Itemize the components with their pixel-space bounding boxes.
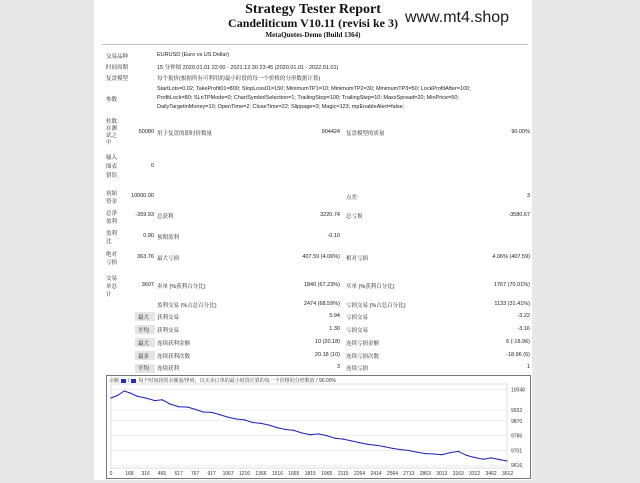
profit-factor-value: 0.90 <box>143 233 154 239</box>
expert-name: Candeliticum V10.11 (revisi ke 3) <box>228 16 398 30</box>
y-tick-label: 9786 <box>511 433 523 440</box>
balance-point <box>285 429 286 430</box>
total-trades-label: 计 <box>106 292 112 298</box>
balance-point <box>236 418 237 419</box>
chart-legend <box>109 377 336 384</box>
stat-value: -3.16 <box>517 326 530 332</box>
balance-point <box>252 422 253 423</box>
net-profit-value: -359.93 <box>135 212 154 218</box>
balance-point <box>187 407 188 408</box>
ticks-label: 用于复盘的即时价数量 <box>157 131 213 137</box>
chart-canvas <box>107 376 530 478</box>
balance-point <box>301 432 302 433</box>
x-tick-label: 0 <box>109 471 113 477</box>
balance-point <box>277 427 278 428</box>
stat-label: 获利交易 <box>157 328 180 334</box>
ticks-value: 904424 <box>321 129 340 135</box>
net-profit-label: 盈利 <box>106 219 118 225</box>
balance-point <box>367 444 368 445</box>
x-tick-label: 3462 <box>485 471 497 477</box>
long-positions-label: 买单 (%获利百分比) <box>346 284 395 290</box>
y-tick-label: 9701 <box>511 448 523 455</box>
balance-point <box>483 459 484 460</box>
balance-point <box>211 412 212 413</box>
x-tick-label: 1366 <box>255 471 267 477</box>
stat-label: 连续亏损次数 <box>346 354 380 360</box>
balance-point <box>334 438 335 439</box>
balance-point <box>375 445 376 446</box>
balance-point <box>145 397 146 398</box>
x-tick-label: 767 <box>191 471 200 477</box>
legend-equity-swatch <box>131 379 136 383</box>
max-drawdown-value: 407.59 (4.06%) <box>302 254 340 260</box>
balance-point <box>110 397 111 398</box>
plot-area <box>111 384 507 468</box>
stat-label: 连续获利金额 <box>157 341 191 347</box>
balance-point <box>425 453 426 454</box>
deposit-value: 10000.00 <box>131 193 154 199</box>
stat-value: 10 (20.18) <box>314 339 340 345</box>
balance-point <box>129 392 130 393</box>
x-tick-label: 465 <box>157 471 167 477</box>
balance-point <box>474 457 475 458</box>
x-tick-label: 3312 <box>469 471 481 477</box>
stat-value: 3 <box>336 364 340 370</box>
balance-point <box>506 460 507 461</box>
balance-point <box>260 423 261 424</box>
loss-trades-value: 1133 (31.41%) <box>494 301 530 307</box>
gross-loss-label: 总亏损 <box>346 214 363 220</box>
balance-point <box>400 449 401 450</box>
x-tick-label: 917 <box>207 471 216 477</box>
gross-profit-label: 总获利 <box>157 214 174 220</box>
params-label: 参数 <box>106 97 118 103</box>
balance-point <box>417 452 418 453</box>
total-trades-label: 单总 <box>106 284 118 290</box>
stat-value: 5.94 <box>329 313 340 319</box>
x-tick-label: 2414 <box>370 471 382 477</box>
stat-value: 1 <box>526 364 530 370</box>
balance-point <box>318 433 319 434</box>
stat-label: 亏损交易 <box>346 315 369 321</box>
max-drawdown-label: 最大亏损 <box>157 256 180 262</box>
x-tick-label: 2115 <box>337 471 349 477</box>
mismatch-label: 输入 <box>106 155 118 161</box>
long-positions-value: 1767 (70.01%) <box>493 282 530 288</box>
gross-loss-value: -3580.67 <box>508 212 530 218</box>
y-tick-label: 10048 <box>511 387 525 394</box>
balance-point <box>178 406 179 407</box>
profit-trades-label: 盈利交易 (%占总百分比) <box>157 303 217 309</box>
deposit-label: 资金 <box>106 199 118 205</box>
bars-label: 中 <box>106 140 112 146</box>
abs-drawdown-label: 绝对 <box>106 252 118 258</box>
stat-value: -3.22 <box>517 313 530 319</box>
balance-point <box>310 434 311 435</box>
balance-point <box>228 417 229 418</box>
balance-point <box>384 446 385 447</box>
stat-prefix: 最大 <box>138 315 150 321</box>
gross-profit-value: 3220.74 <box>320 212 340 218</box>
balance-point <box>170 404 171 405</box>
bars-label: 在测 <box>106 126 118 132</box>
x-tick-label: 316 <box>141 471 150 477</box>
stat-label: 连续获利次数 <box>157 354 191 360</box>
period-value: 15 分钟图 2020.01.01 22:00 - 2021.12.30 23:45 (2020.01.01 - 2022.01.01) <box>157 65 339 71</box>
balance-point <box>433 453 434 454</box>
balance-point <box>117 395 118 396</box>
balance-point <box>137 396 138 397</box>
profit-factor-label: 盈利 <box>106 231 118 237</box>
stat-label: 获利交易 <box>157 315 180 321</box>
symbol-label: 交易品种 <box>106 54 129 60</box>
stat-prefix: 平均 <box>138 328 150 334</box>
spread-value: 3 <box>526 193 530 199</box>
x-tick-label: 617 <box>174 471 183 477</box>
bars-label: 试之 <box>106 133 118 139</box>
short-positions-value: 1840 (67.23%) <box>303 282 340 288</box>
balance-point <box>326 435 327 436</box>
balance-point <box>124 390 125 391</box>
balance-point <box>154 400 155 401</box>
balance-point <box>195 409 196 410</box>
build-info: MetaQuotes-Demo (Build 1364) <box>265 31 361 39</box>
legend-balance-swatch <box>121 379 126 383</box>
balance-point <box>466 455 467 456</box>
abs-drawdown-value: 363.76 <box>137 254 154 260</box>
symbol-value: EURUSD (Euro vs US Dollar) <box>157 52 230 58</box>
x-tick-label: 2713 <box>403 471 415 477</box>
mismatch-label: 错误 <box>106 173 118 179</box>
stat-value: -18.96 (6) <box>506 352 530 358</box>
x-tick-label: 2264 <box>353 471 366 477</box>
brand-watermark: www.mt4.shop <box>405 9 510 26</box>
x-tick-label: 168 <box>125 471 134 477</box>
balance-point <box>392 448 393 449</box>
x-tick-label: 1965 <box>321 471 333 477</box>
x-tick-label: 2863 <box>419 471 431 477</box>
stat-prefix: 最多 <box>138 354 150 360</box>
stat-value: 20.18 (10) <box>314 352 340 358</box>
y-tick-label: 9870 <box>511 418 523 425</box>
short-positions-label: 卖单 (%获利百分比) <box>157 284 206 290</box>
total-trades-value: 3607 <box>141 282 154 288</box>
model-label: 复盘模型 <box>106 76 129 82</box>
params-line: ProfitLock=80; SLnTPMode=0; ChartSymbolSelection=1; TrailingStop=100; TrailingStep=10; MaxxSpread=20; MinPrice=50; <box>157 95 459 101</box>
expected-payoff-label: 预期盈利 <box>157 235 180 241</box>
legend-separator: / <box>128 378 130 384</box>
deposit-label: 初始 <box>106 191 118 197</box>
stat-label: 亏损交易 <box>346 328 369 334</box>
balance-point <box>351 440 352 441</box>
balance-point <box>293 430 294 431</box>
stat-value: 6 (-18.96) <box>506 339 530 345</box>
y-tick-label: 9616 <box>511 463 523 470</box>
stat-label: 连续获利 <box>157 366 180 372</box>
balance-point <box>359 442 360 443</box>
x-tick-label: 2564 <box>386 471 399 477</box>
x-tick-label: 3612 <box>501 471 514 477</box>
stat-prefix: 最大 <box>138 341 150 347</box>
x-tick-label: 1815 <box>304 471 316 477</box>
expected-payoff-value: -0.10 <box>327 233 340 239</box>
balance-point <box>450 452 451 453</box>
profit-factor-label: 比 <box>106 239 112 245</box>
balance-point <box>408 450 409 451</box>
x-tick-label: 3163 <box>452 471 464 477</box>
balance-point <box>268 425 269 426</box>
balance-point <box>244 419 245 420</box>
bars-value: 50080 <box>138 129 154 135</box>
rel-drawdown-label: 相对亏损 <box>346 256 369 262</box>
profit-trades-value: 2474 (68.59%) <box>303 301 340 307</box>
divider <box>102 44 528 45</box>
balance-point <box>343 439 344 440</box>
x-tick-label: 3013 <box>436 471 448 477</box>
bars-label: 柱数 <box>106 119 118 125</box>
balance-point <box>161 399 162 400</box>
loss-trades-label: 亏损交易 (%占总百分比) <box>346 303 406 309</box>
spread-label: 点差 <box>346 195 358 201</box>
balance-point <box>458 451 459 452</box>
rel-drawdown-value: 4.06% (407.59) <box>492 254 530 260</box>
legend-balance-label: 余额 <box>109 378 120 384</box>
stat-label: 连续亏损 <box>346 366 369 372</box>
legend-description: 每个时间段的余额量/净值，以买卖订单的最小时段计算的每一个价格的分形数值 / 90.00% <box>138 378 336 384</box>
balance-point <box>441 454 442 455</box>
report-title: Strategy Tester Report <box>245 2 381 17</box>
model-value: 每个报价(根据所有可利用的最小时段的每一个价格的分形数据计算) <box>157 76 321 82</box>
balance-point <box>490 457 491 458</box>
stat-label: 连续亏损金额 <box>346 341 380 347</box>
x-tick-label: 1067 <box>222 471 234 477</box>
period-label: 时间周期 <box>106 65 129 71</box>
abs-drawdown-label: 亏损 <box>106 260 118 266</box>
balance-chart <box>106 375 531 479</box>
x-tick-label: 1216 <box>238 471 251 477</box>
mismatch-label: 图表 <box>106 164 118 170</box>
mismatch-value: 0 <box>150 163 154 169</box>
stat-value: 1.30 <box>329 326 340 332</box>
params-line: DailyTargetinMoney=10; OpenTime=2; CloseTime=22; Slippage=3; Magic=123; mpEnableAlert=false; <box>157 104 405 110</box>
y-tick-label: 9932 <box>511 407 523 414</box>
x-tick-label: 1516 <box>271 471 283 477</box>
x-tick-label: 1665 <box>288 471 300 477</box>
total-trades-label: 交易 <box>106 276 118 282</box>
stat-prefix: 平均 <box>138 366 150 372</box>
balance-point <box>499 459 500 460</box>
net-profit-label: 总净 <box>106 211 118 217</box>
balance-point <box>219 414 220 415</box>
balance-point <box>203 411 204 412</box>
params-line: StartLots=0.02; TakeProfit01=800; StopLoss01=150; MinimumTP1=10; MinimumTP2=30; MinimumTP3=50; LockProfitAfter=100; <box>157 86 471 92</box>
quality-label: 复盘模型的质量 <box>346 131 385 137</box>
quality-value: 90.00% <box>511 129 530 135</box>
